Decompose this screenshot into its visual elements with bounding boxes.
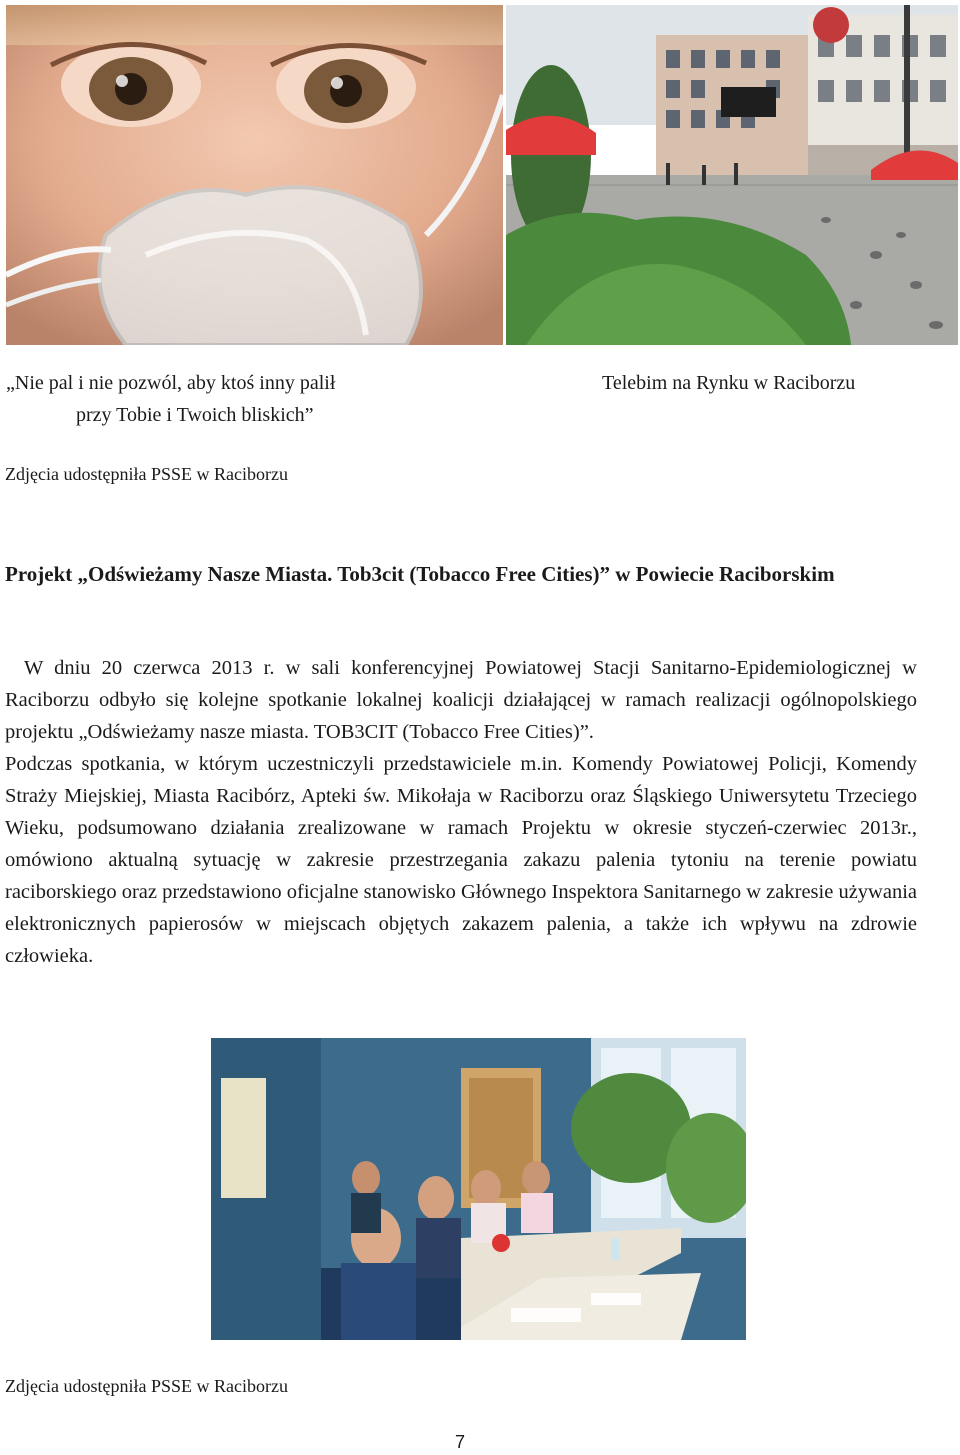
paragraph-1: W dniu 20 czerwca 2013 r. w sali konferencyjnej Powiatowej Stacji Sanitarno-Epidemiologicznej w Raciborzu odbyło się kolejne spotkanie lokalnej koalicji działającej w ramach realizacji ogólnopolskiego projektu „Odświeżamy nasze miasta. TOB3CIT (Tobacco Free Cities)”. [5,657,917,743]
paragraph-2: Podczas spotkania, w którym uczestniczyli przedstawiciele m.in. Komendy Powiatowej Policji, Komendy Straży Miejskiej, Miasta Racibórz, Apteki św. Mikołaja w Raciborzu oraz Śląskiego Uniwersytetu Trzeciego Wieku, podsumowano działania zrealizowane w ramach Projektu w okresie styczeń-czerwiec 2013r., omówiono aktualną sytuację w zakresie przestrzegania zakazu palenia tytoniu na terenie powiatu raciborskiego oraz przedstawiono oficjalne stanowisko Głównego Inspektora Sanitarnego w zakresie używania elektronicznych papierosów w miejscach objętych zakazem palenia, a także ich wpływu na zdrowie człowieka. [5,753,917,967]
page-number: 7 [455,1432,466,1452]
child-oxygen-mask-photo [6,5,503,345]
meeting-room-photo [211,1038,746,1340]
right-photo-caption: Telebim na Rynku w Raciborzu [602,372,856,394]
left-photo-caption [6,367,426,431]
photo-credit-bottom: Zdjęcia udostępniła PSSE w Raciborzu [5,1376,288,1396]
article-body [5,652,917,972]
market-square-photo [506,5,958,345]
photo-credit-top: Zdjęcia udostępniła PSSE w Raciborzu [5,464,288,484]
project-title: Projekt „Odświeżamy Nasze Miasta. Tob3cit (Tobacco Free Cities)” w Powiecie Raciborskim [5,562,835,586]
left-caption-line1: „Nie pal i nie pozwól, aby ktoś inny palił [6,372,336,394]
left-caption-line2: przy Tobie i Twoich bliskich” [76,404,314,426]
